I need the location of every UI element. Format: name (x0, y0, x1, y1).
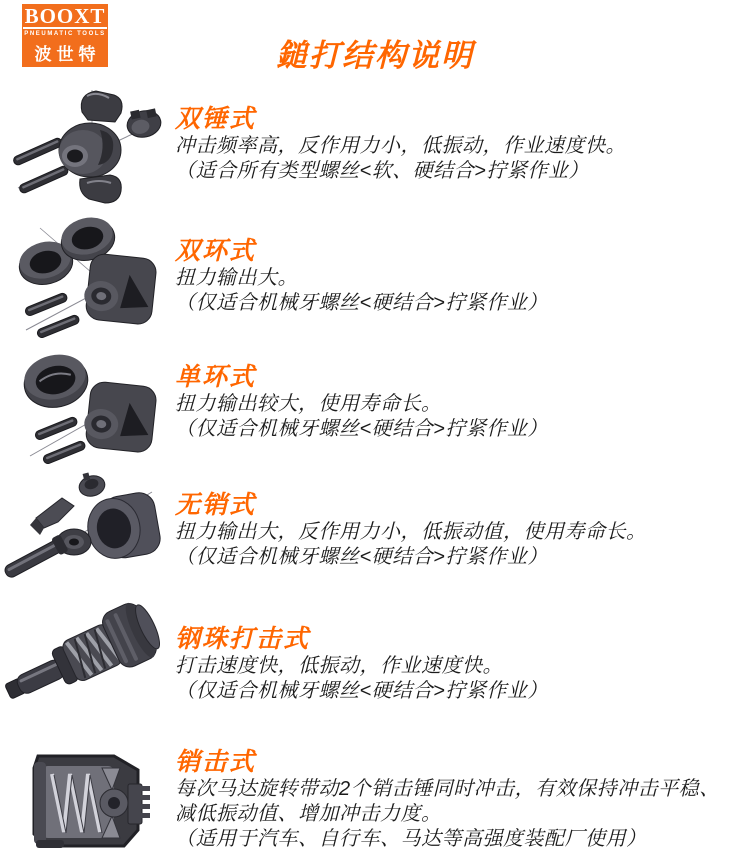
section-line: （仅适合机械牙螺丝<硬结合>拧紧作业） (175, 418, 548, 440)
section-double-ring (175, 236, 740, 316)
section-line: 扭力输出大。 (175, 267, 298, 289)
double-hammer-exploded-diagram-icon (4, 84, 170, 206)
steel-ball-strike-assembly-diagram-icon (0, 592, 170, 718)
section-pinless (175, 490, 740, 570)
double-ring-exploded-diagram-icon (0, 212, 170, 338)
section-heading: 单环式 (175, 363, 257, 391)
section-line: 扭力输出较大，使用寿命长。 (175, 393, 442, 415)
page-title: 鎚打结构说明 (276, 38, 474, 73)
section-heading: 双锤式 (175, 105, 257, 133)
section-pin-strike (175, 747, 740, 852)
section-single-ring (175, 362, 740, 442)
single-ring-exploded-diagram-icon (0, 338, 170, 464)
section-line: 打击速度快，低振动，作业速度快。 (175, 655, 503, 677)
section-line: 扭力输出大，反作用力小，低振动值，使用寿命长。 (175, 521, 647, 543)
section-line: （仅适合机械牙螺丝<硬结合>拧紧作业） (175, 680, 548, 702)
section-line: （适用于汽车、自行车、马达等高强度装配厂使用） (175, 828, 647, 850)
section-line: （适合所有类型螺丝<软、硬结合>拧紧作业） (175, 160, 589, 182)
registered-mark: ® (108, 7, 116, 17)
section-steel-ball (175, 624, 740, 704)
pin-strike-cutaway-diagram-icon (8, 746, 164, 856)
logo-chinese-name: 波世特 (34, 44, 101, 64)
section-heading: 双环式 (175, 237, 257, 265)
booxt-logo (22, 4, 116, 67)
section-line: 冲击频率高，反作用力小，低振动，作业速度快。 (175, 135, 626, 157)
section-heading: 钢珠打击式 (175, 625, 311, 653)
section-line: （仅适合机械牙螺丝<硬结合>拧紧作业） (175, 546, 548, 568)
logo-brand-text: BOOXT ® (24, 4, 116, 29)
section-line: 每次马达旋转带动2个销击锤同时冲击，有效保持冲击平稳、 (175, 778, 720, 800)
section-double-hammer (175, 104, 740, 184)
logo-subtitle: PNEUMATIC TOOLS (24, 30, 106, 37)
section-line: （仅适合机械牙螺丝<硬结合>拧紧作业） (175, 292, 548, 314)
section-heading: 无销式 (175, 491, 257, 519)
section-line: 减低振动值、增加冲击力度。 (175, 803, 442, 825)
pinless-clutch-exploded-diagram-icon (0, 462, 170, 588)
section-heading: 销击式 (175, 748, 257, 776)
